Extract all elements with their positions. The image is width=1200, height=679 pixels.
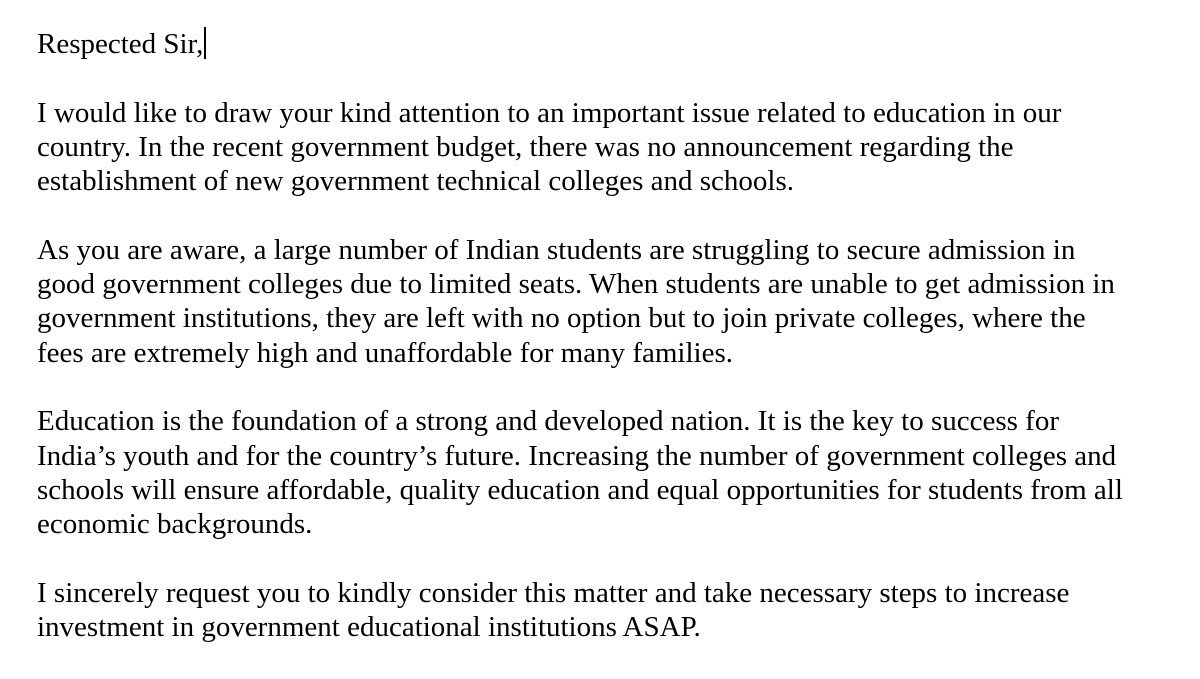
paragraph-line: schools will ensure affordable, quality education and equal opportunities for students from all [37, 473, 1123, 506]
document-body[interactable] [37, 27, 1187, 679]
paragraph-line: economic backgrounds. [37, 508, 313, 541]
paragraph-line: establishment of new government technical colleges and schools. [37, 165, 795, 198]
paragraph-line: investment in government educational institutions ASAP. [37, 611, 701, 644]
paragraph-line: good government colleges due to limited seats. When students are unable to get admission in [37, 268, 1115, 301]
salutation: Respected Sir, [37, 28, 204, 60]
paragraph-1 [37, 96, 1187, 199]
paragraph-line: government institutions, they are left with no option but to join private colleges, where the [37, 302, 1086, 335]
paragraph-4 [37, 576, 1187, 645]
paragraph-3 [37, 404, 1187, 541]
paragraph-line: Education is the foundation of a strong and developed nation. It is the key to success for [37, 405, 1059, 438]
paragraph-line: I sincerely request you to kindly consider this matter and take necessary steps to increase [37, 576, 1070, 609]
text-cursor [204, 27, 206, 59]
salutation-paragraph [37, 27, 1187, 61]
paragraph-line: country. In the recent government budget, there was no announcement regarding the [37, 130, 1014, 163]
paragraph-line: India’s youth and for the country’s future. Increasing the number of government colleges and [37, 439, 1117, 472]
paragraph-line: I would like to draw your kind attention to an important issue related to education in our [37, 96, 1062, 129]
paragraph-line: As you are aware, a large number of Indian students are struggling to secure admission in [37, 233, 1076, 266]
paragraph-2 [37, 233, 1187, 370]
paragraph-line: fees are extremely high and unaffordable for many families. [37, 336, 733, 369]
